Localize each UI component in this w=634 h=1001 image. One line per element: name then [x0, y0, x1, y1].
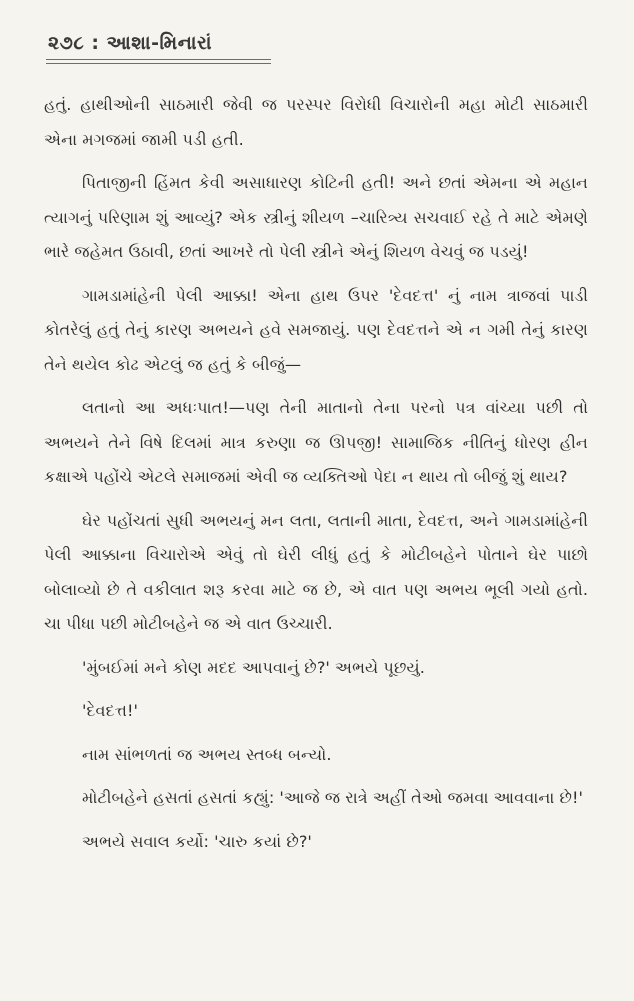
paragraph-8: અભયે સવાલ કર્યો: 'ચારુ કયાં છે?' [82, 831, 312, 851]
paragraph-5: ઘેર પહોંચતાં સુધી અભયનું મન લતા, લતાની માતા, દેવદત્ત, અને ગામડામાંહેની પેલી આક્કાના વિચારોએ એવું તો ઘેરી લીધું હતું કે મોટીબહેને પોતાને ઘેર પાછો બોલાવ્યો છે તે વકીલાત શરૂ કરવા માટે જ છે, એ વાત પણ અભય ભૂલી ગયો હતો. ચા પીધા પછી મોટીબહેને જ એ વાત ઉચ્ચારી. [44, 510, 588, 633]
paragraph-3: ગામડામાંહેની પેલી આક્કા! એના હાથ ઉપર 'દેવદત્ત' નું નામ ત્રાજવાં પાડી કોતરેલું હતું તેનું કારણ અભયને હવે સમજાયું. પણ દેવદત્તને એ ન ગમી તેનું કારણ તેને થયેલ કોઢ એટલું જ હતું કે બીજું— [44, 285, 588, 374]
paragraph-7: મોટીબહેને હસતાં હસતાં કહ્યું: 'આજે જ રાત્રે અહીં તેઓ જમવા આવવાના છે!' [82, 788, 583, 807]
paragraph-4: લતાનો આ અધઃપાત!—પણ તેની માતાનો તેના પરનો પત્ર વાંચ્યા પછી તો અભયને તેને વિષે દિલમાં માત્ર કરુણા જ ઊપજી! સામાજિક નીતિનું ધોરણ હીન કક્ષાએ પહોંચે એટલે સમાજમાં એવી જ વ્યક્તિઓ પેદા ન થાય તો બીજું શું થાય? [44, 398, 588, 486]
dialogue-line-1: 'મુંબઈમાં મને કોણ મદદ આપવાનું છે?' અભયે પૂછયું. [82, 657, 425, 677]
dialogue-line-2: 'દેવદત્ત!' [82, 701, 138, 720]
paragraph-2: પિતાજીની હિંમત કેવી અસાધારણ કોટિની હતી! અને છતાં એમના એ મહાન ત્યાગનું પરિણામ શું આવ્યું? એક સ્ત્રીનું શીયળ –ચારિત્ર્ય સચવાઈ રહે તે માટે એમણે ભારે જહેમત ઉઠાવી, છતાં આખરે તો પેલી સ્ત્રીને એનું શિયળ વેચવું જ પડયું! [44, 173, 588, 261]
running-head: ૨૭૮ : આશા-મિનારાં [48, 32, 212, 54]
body-text [44, 88, 588, 859]
header-rule [46, 59, 271, 64]
paragraph-1: હતું. હાથીઓની સાઠમારી જેવી જ પરસ્પર વિરોધી વિચારોની મહા મોટી સાઠમારી એના મગજમાં જામી પડી હતી. [44, 95, 588, 149]
paragraph-6: નામ સાંભળતાં જ અભય સ્તબ્ધ બન્યો. [82, 744, 332, 764]
